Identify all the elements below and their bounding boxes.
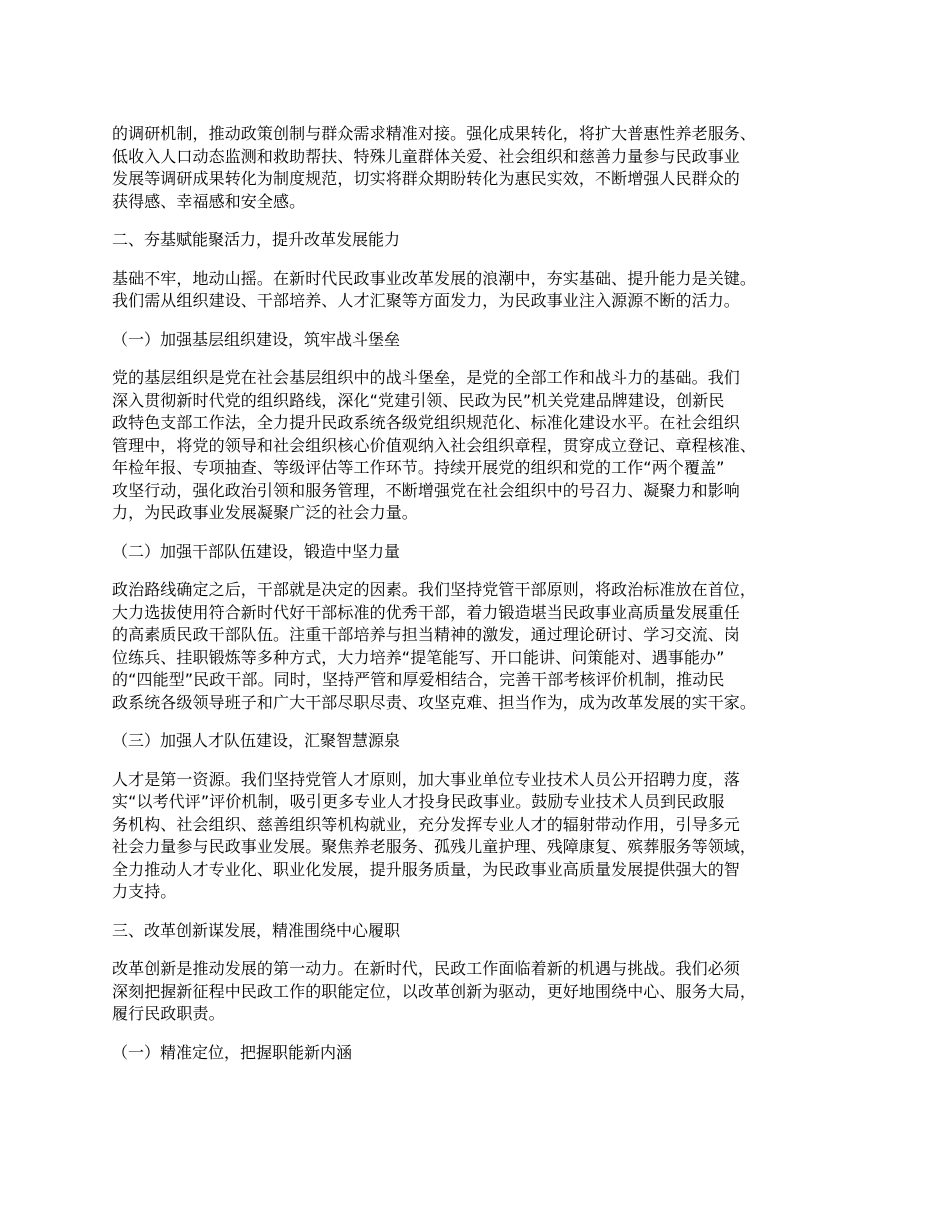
text-line: 的调研机制，推动政策创制与群众需求精准对接。强化成果转化，将扩大普惠性养老服务、 (112, 124, 757, 143)
text-line: 力，为民政事业发展凝聚广泛的社会力量。 (112, 503, 418, 522)
paragraph-cadre-team (112, 579, 854, 714)
text-line: 攻坚行动，强化政治引领和服务管理，不断增强党在社会组织中的号召力、凝聚力和影响 (112, 480, 740, 500)
text-line: 力支持。 (112, 882, 177, 901)
text-line: 的“四能型”民政干部。同时，坚持严管和厚爱相结合，完善干部考核评价机制，推动民 (112, 670, 725, 689)
text-line: 政系统各级领导班子和广大干部尽职尽责、攻坚克难、担当作为，成为改革发展的实干家。 (112, 692, 757, 712)
text-line: 深刻把握新征程中民政工作的职能定位，以改革创新为驱动，更好地围绕中心、服务大局， (112, 981, 757, 1001)
subheading-2-3: （三）加强人才队伍建设，汇聚智慧源泉 (112, 731, 401, 750)
text-line: 人才是第一资源。我们坚持党管人才原则，加大事业单位专业技术人员公开招聘力度，落 (112, 769, 740, 789)
text-line: 社会力量参与民政事业发展。聚焦养老服务、孤残儿童护理、残障康复、殡葬服务等领域， (112, 837, 757, 856)
text-line: 大力选拔使用符合新时代好干部标准的优秀干部，着力锻造堪当民政事业高质量发展重任 (112, 602, 740, 622)
text-line: 我们需从组织建设、干部培养、人才汇聚等方面发力，为民政事业注入源源不断的活力。 (112, 291, 740, 310)
text-line: 低收入人口动态监测和救助帮扶、特殊儿童群体关爱、社会组织和慈善力量参与民政事业 (112, 146, 740, 166)
text-line: 发展等调研成果转化为制度规范，切实将群众期盼转化为惠民实效，不断增强人民群众的 (112, 169, 740, 188)
section-heading-2: 二、夯基赋能聚活力，提升改革发展能力 (112, 230, 401, 249)
text-line: 改革创新是推动发展的第一动力。在新时代，民政工作面临着新的机遇与挑战。我们必须 (112, 959, 740, 978)
paragraph-talent-team (112, 769, 854, 904)
paragraph-grassroots-organization (112, 367, 854, 525)
section-heading-3: 三、改革创新谋发展，精准围绕中心履职 (112, 920, 401, 940)
subheading-3-1: （一）精准定位，把握职能新内涵 (112, 1042, 353, 1062)
text-line: 务机构、社会组织、慈善组织等机构就业，充分发挥专业人才的辐射带动作用，引导多元 (112, 814, 740, 834)
text-line: 基础不牢，地动山摇。在新时代民政事业改革发展的浪潮中，夯实基础、提升能力是关键。 (112, 268, 757, 288)
text-line: 深入贯彻新时代党的组织路线，深化“党建引领、民政为民”机关党建品牌建设，创新民 (112, 390, 725, 410)
paragraph-reform-innovation (112, 958, 854, 1026)
text-line: 获得感、幸福感和安全感。 (112, 191, 306, 211)
text-line: 位练兵、挂职锻炼等多种方式，大力培养“提笔能写、开口能讲、问策能对、遇事能办” (112, 647, 725, 667)
text-line: 实“以考代评”评价机制，吸引更多专业人才投身民政事业。鼓励专业技术人员到民政服 (112, 792, 725, 811)
subheading-2-1: （一）加强基层组织建设，筑牢战斗堡垒 (112, 329, 401, 349)
paragraph-foundation (112, 268, 854, 313)
subheading-2-2: （二）加强干部队伍建设，锻造中坚力量 (112, 541, 401, 561)
text-line: 履行民政职责。 (112, 1004, 225, 1023)
text-line: 年检年报、专项抽查、等级评估等工作环节。持续开展党的组织和党的工作“两个覆盖” (112, 458, 725, 477)
text-line: 管理中，将党的领导和社会组织核心价值观纳入社会组织章程，贯穿成立登记、章程核准、 (112, 435, 757, 455)
text-line: 全力推动人才专业化、职业化发展，提升服务质量，为民政事业高质量发展提供强大的智 (112, 859, 740, 879)
text-line: 政治路线确定之后，干部就是决定的因素。我们坚持党管干部原则，将政治标准放在首位， (112, 580, 757, 599)
paragraph-policy-research (112, 123, 854, 213)
text-line: 党的基层组织是党在社会基层组织中的战斗堡垒，是党的全部工作和战斗力的基础。我们 (112, 368, 740, 387)
text-line: 政特色支部工作法，全力提升民政系统各级党组织规范化、标准化建设水平。在社会组织 (112, 413, 740, 432)
document-page (112, 123, 854, 1080)
text-line: 的高素质民政干部队伍。注重干部培养与担当精神的激发，通过理论研讨、学习交流、岗 (112, 625, 740, 644)
